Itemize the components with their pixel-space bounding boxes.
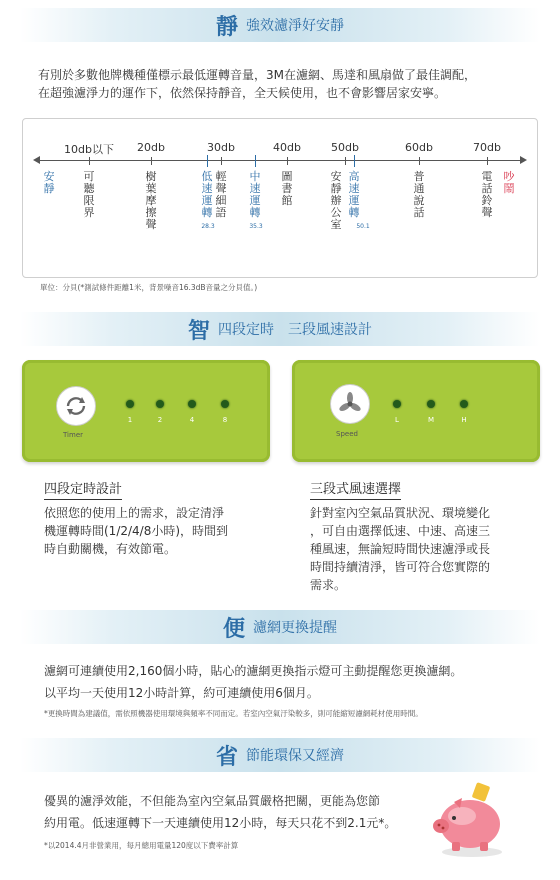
speed-feature-line: ，可自由選擇低速、中速、高速三 [310,524,491,538]
timer-feature-line: 依照您的使用上的需求，設定清淨 [44,506,225,520]
noise-item: 圖書館 [281,170,293,207]
tick-label: 20db [137,141,165,154]
scale-tick [287,157,288,165]
speed-led-label: H [461,416,467,424]
timer-feature-line: 時自動關機，有效節電。 [44,542,177,556]
saving-note: *以2014.4月非營業用，每月總用電量120度以下費率計算 [44,841,239,850]
noise-item-mid-speed: 中速運轉 [249,170,261,219]
filter-note: *更換時間為建議值，需依照機器使用環境與頻率不同而定。若室內空氣汙染較多，則可能縮短濾網耗材使用時間。 [44,709,423,718]
scale-tick [419,157,420,165]
low-speed-marker [207,155,208,167]
speed-feature-title: 三段式風速選擇 [310,478,401,500]
tick-label: 40db [273,141,301,154]
timer-led-label: 8 [222,416,228,424]
noise-item: 安靜辦公室 [330,170,342,231]
smart-banner [20,312,540,346]
fan-icon [337,391,363,417]
scale-tick [221,157,222,165]
mid-speed-marker [255,155,256,167]
noise-scale [22,118,538,278]
noise-item: 樹葉摩擦聲 [145,170,157,231]
scale-tick [345,157,346,165]
mid-speed-db: 35.3 [249,223,263,230]
timer-led-1 [126,400,134,408]
piggy-bank-icon [428,780,512,860]
noise-item-low-speed: 低速運轉 [201,170,213,219]
timer-feature-title: 四段定時設計 [44,478,122,500]
timer-feature-line: 機運轉時間(1/2/4/8小時)，時間到 [44,524,229,538]
noise-item: 安靜 [43,170,55,195]
speed-feature-line: 時間持續清淨，皆可符合您實際的 [310,560,491,574]
speed-led-low [393,400,401,408]
convenience-banner-title: 濾網更換提醒 [253,620,337,636]
timer-panel [22,360,270,462]
saving-para-2: 約用電。低速運轉下一天連續使用12小時，每天只花不到2.1元*。 [44,816,397,830]
speed-led-high [460,400,468,408]
scale-axis [37,160,523,161]
low-speed-db: 28.3 [201,223,215,230]
tick-label: 70db [473,141,501,154]
quiet-para-1: 有別於多數他牌機種僅標示最低運轉音量，3M在濾網、馬達和風扇做了最佳調配， [38,68,476,82]
saving-para-1: 優異的濾淨效能，不但能為室內空氣品質嚴格把關，更能為您節 [44,794,381,808]
saving-banner [20,738,540,772]
timer-led-label: 1 [127,416,133,424]
scale-note: 單位：分貝(*測試條件距離1米，背景噪音16.3dB音量之分貝值。) [40,283,258,292]
speed-panel [292,360,540,462]
speed-label: Speed [336,430,358,438]
tick-label: 50db [331,141,359,154]
timer-led-label: 4 [189,416,195,424]
timer-led-8 [221,400,229,408]
scale-arrow-right-icon [520,156,527,164]
high-speed-db: 50.1 [356,223,370,230]
filter-para-1: 濾網可連續使用2,160個小時，貼心的濾網更換指示燈可主動提醒您更換濾網。 [44,664,463,678]
saving-banner-char: 省 [215,743,238,770]
timer-label: Timer [63,431,84,439]
speed-feature-line: 種風速，無論短時間快速濾淨或長 [310,542,491,556]
quiet-para-2: 在超強濾淨力的運作下，依然保持靜音，全天候使用，也不會影響居家安寧。 [38,86,447,100]
noise-item: 可聽限界 [83,170,95,219]
smart-banner-title: 四段定時 三段風速設計 [218,322,372,338]
timer-led-4 [188,400,196,408]
noise-item-loud: 吵鬧 [503,170,515,195]
speed-led-label: L [395,416,399,424]
noise-item: 輕聲細語 [215,170,227,219]
scale-tick [487,157,488,165]
tick-label: 10db以下 [64,143,114,156]
timer-button[interactable] [56,386,96,426]
speed-led-label: M [427,416,435,424]
noise-item: 電話鈴聲 [481,170,493,219]
smart-banner-char: 智 [187,317,210,344]
scale-tick [89,157,90,165]
speed-feature-line: 針對室內空氣品質狀況、環境變化 [310,506,491,520]
quiet-banner-char: 靜 [215,13,238,40]
timer-icon [63,393,89,419]
speed-button[interactable] [330,384,370,424]
tick-label: 30db [207,141,235,154]
saving-banner-title: 節能環保又經濟 [246,748,344,764]
speed-led-mid [427,400,435,408]
noise-item: 普通說話 [413,170,425,219]
quiet-banner [20,8,540,42]
scale-tick [151,157,152,165]
quiet-banner-title: 強效濾淨好安靜 [246,18,344,34]
timer-led-2 [156,400,164,408]
high-speed-marker [354,155,355,167]
convenience-banner [20,610,540,644]
speed-feature-line: 需求。 [310,578,347,592]
tick-label: 60db [405,141,433,154]
noise-item-high-speed: 高速運轉 [348,170,360,219]
filter-para-2: 以平均一天使用12小時計算，約可連續使用6個月。 [44,686,319,700]
timer-led-label: 2 [157,416,163,424]
convenience-banner-char: 便 [222,615,245,642]
